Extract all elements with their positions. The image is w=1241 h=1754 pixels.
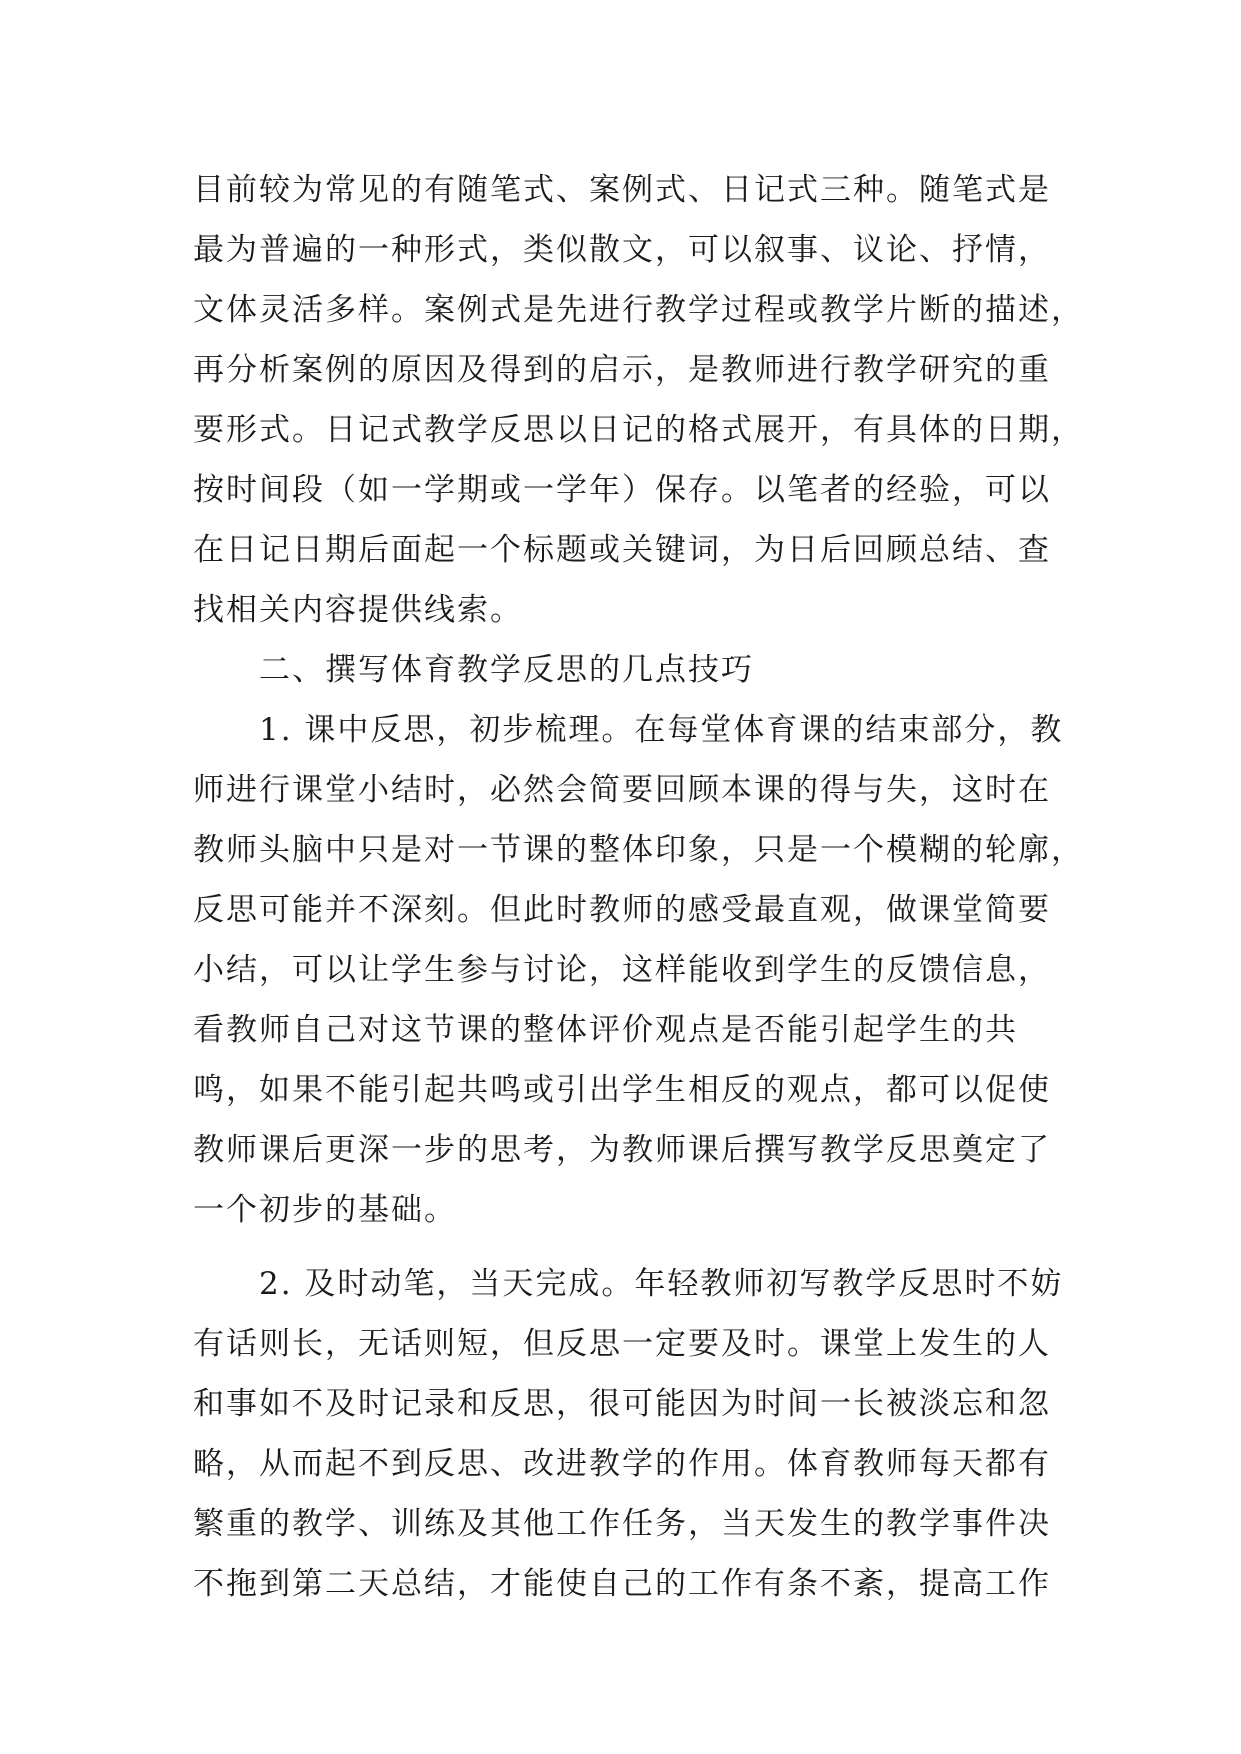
body-text xyxy=(193,160,1088,1614)
text-line: 最为普遍的一种形式，类似散文，可以叙事、议论、抒情， xyxy=(193,232,1051,268)
text-line: 2. 及时动笔，当天完成。年轻教师初写教学反思时不妨 xyxy=(193,1266,1064,1302)
text-line: 教师课后更深一步的思考，为教师课后撰写教学反思奠定了 xyxy=(193,1132,1051,1168)
text-line: 繁重的教学、训练及其他工作任务，当天发生的教学事件决 xyxy=(193,1506,1051,1542)
text-line: 一个初步的基础。 xyxy=(193,1192,457,1228)
text-line: 目前较为常见的有随笔式、案例式、日记式三种。随笔式是 xyxy=(193,172,1051,208)
text-line: 文体灵活多样。案例式是先进行教学过程或教学片断的描述， xyxy=(193,292,1084,328)
text-line: 再分析案例的原因及得到的启示，是教师进行教学研究的重 xyxy=(193,352,1051,388)
text-line: 师进行课堂小结时，必然会简要回顾本课的得与失，这时在 xyxy=(193,772,1051,808)
text-line: 和事如不及时记录和反思，很可能因为时间一长被淡忘和忽 xyxy=(193,1386,1051,1422)
text-line: 略，从而起不到反思、改进教学的作用。体育教师每天都有 xyxy=(193,1446,1051,1482)
text-line: 不拖到第二天总结，才能使自己的工作有条不紊，提高工作 xyxy=(193,1566,1051,1602)
text-line: 有话则长，无话则短，但反思一定要及时。课堂上发生的人 xyxy=(193,1326,1051,1362)
text-line: 在日记日期后面起一个标题或关键词，为日后回顾总结、查 xyxy=(193,532,1051,568)
text-line: 找相关内容提供线索。 xyxy=(193,592,523,628)
text-line: 1. 课中反思，初步梳理。在每堂体育课的结束部分，教 xyxy=(193,712,1064,748)
text-line: 教师头脑中只是对一节课的整体印象，只是一个模糊的轮廓， xyxy=(193,832,1084,868)
section-heading: 二、撰写体育教学反思的几点技巧 xyxy=(193,652,754,688)
paragraph-gap xyxy=(193,1240,1088,1254)
text-line: 要形式。日记式教学反思以日记的格式展开，有具体的日期， xyxy=(193,412,1084,448)
text-line: 反思可能并不深刻。但此时教师的感受最直观，做课堂简要 xyxy=(193,892,1051,928)
text-line: 鸣，如果不能引起共鸣或引出学生相反的观点，都可以促使 xyxy=(193,1072,1051,1108)
text-line: 小结，可以让学生参与讨论，这样能收到学生的反馈信息， xyxy=(193,952,1051,988)
text-line: 看教师自己对这节课的整体评价观点是否能引起学生的共 xyxy=(193,1012,1018,1048)
text-line: 按时间段（如一学期或一学年）保存。以笔者的经验，可以 xyxy=(193,472,1051,508)
